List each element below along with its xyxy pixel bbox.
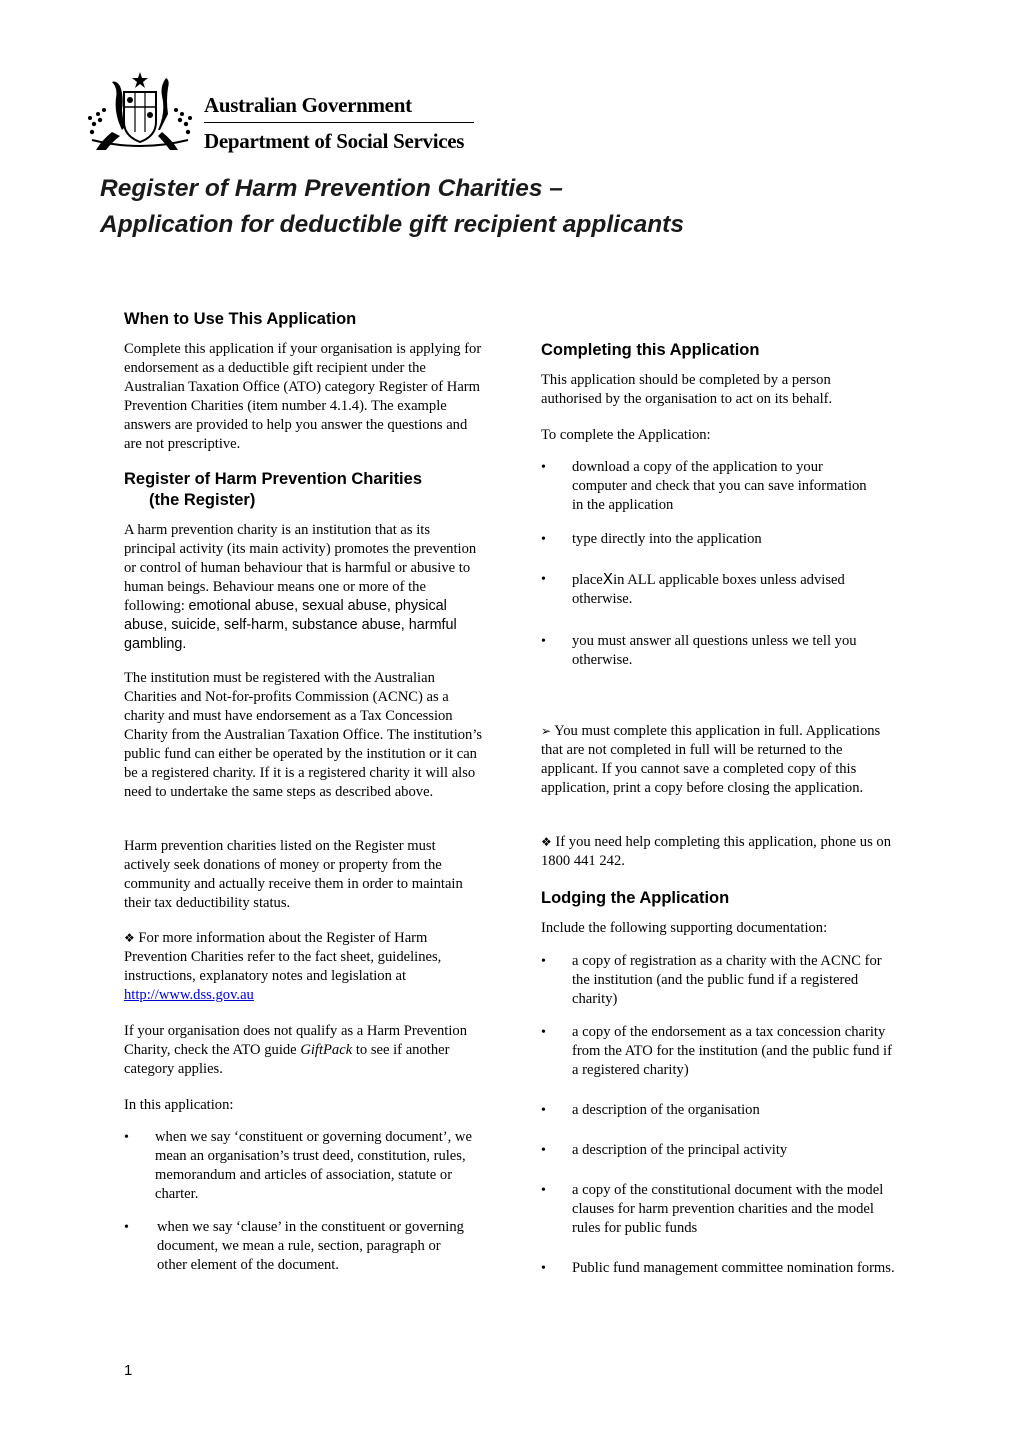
government-name: Australian Government	[204, 93, 412, 117]
help-text: If you need help completing this application, phone us on 1800 441 242.	[541, 834, 892, 869]
list-item-text: a description of the organisation	[572, 1102, 760, 1118]
department-name: Department of Social Services	[204, 129, 465, 153]
list-item	[541, 458, 901, 518]
not-qualify-text-end: to see if another category applies.	[124, 1042, 450, 1077]
harm-prevention-paragraph	[124, 521, 484, 654]
bullet-icon: •	[124, 1220, 129, 1235]
x-mark-icon: X	[602, 570, 614, 588]
bullet-icon: •	[541, 572, 546, 587]
list-item	[541, 1259, 901, 1303]
list-item-text: you must answer all questions unless we tell you otherwise.	[572, 633, 857, 668]
arrow-bullet-icon: ➢	[541, 724, 552, 738]
in-this-application-label: In this application:	[124, 1097, 234, 1113]
bullet-icon: •	[541, 1261, 546, 1276]
diamond-bullet-icon: ❖	[541, 835, 552, 849]
register-heading-line-1: Register of Harm Prevention Charities	[124, 470, 422, 488]
list-item	[541, 530, 901, 552]
bullet-icon: •	[541, 954, 546, 969]
not-qualify-paragraph	[124, 1022, 484, 1079]
listed-charities-paragraph: Harm prevention charities listed on the Register must actively seek donations of money or property from the community and actually receive them in order to maintain their tax deductibility status.	[124, 838, 463, 911]
to-complete-label: To complete the Application:	[541, 427, 711, 443]
list-item-text: when we say ‘clause’ in the constituent or governing document, we mean a rule, section, paragraph or other element of the document.	[157, 1219, 464, 1273]
list-item-text: download a copy of the application to your computer and check that you can save information in the application	[572, 459, 867, 513]
applicable-boxes-text: in ALL applicable boxes unless advised otherwise.	[572, 572, 845, 607]
page-title-line-1: Register of Harm Prevention Charities –	[100, 175, 563, 202]
list-item-text: type directly into the application	[572, 531, 762, 547]
list-item	[541, 570, 901, 614]
bullet-icon: •	[541, 1183, 546, 1198]
list-item	[124, 1218, 484, 1278]
list-item-text: a copy of registration as a charity with the ACNC for the institution (and the public fund if a registered charity)	[572, 953, 882, 1007]
not-qualify-text: If your organisation does not qualify as a Harm Prevention Charity, check the ATO guide	[124, 1023, 468, 1058]
bullet-icon: •	[541, 1103, 546, 1118]
must-complete-text: You must complete this application in full. Applications that are not completed in full will be returned to the applicant. If you cannot save a completed copy of this application, print a copy before closing the application.	[541, 723, 881, 796]
page-number: 1	[124, 1362, 133, 1379]
dss-website-link[interactable]: http://www.dss.gov.au	[124, 987, 254, 1003]
institution-paragraph: The institution must be registered with the Australian Charities and Not-for-profits Commission (ACNC) as a charity and must have endorsement as a Tax Concession Charity from the Australian Taxation Office. The institution’s public fund can either be operated by the institution or it can be a registered charity. If it is a registered charity it will also need to undertake the same steps as described above.	[124, 670, 483, 800]
harm-prevention-text: A harm prevention charity is an institution that as its principal activity (its main activity) promotes the prevention or control of human behaviour that is harmful or abusive to human beings. Behaviour means one or more of the following:	[124, 522, 477, 614]
completing-paragraph: This application should be completed by a person authorised by the organisation to act on its behalf.	[541, 372, 833, 407]
list-item	[541, 952, 901, 1012]
bullet-icon: •	[541, 460, 546, 475]
list-item	[541, 632, 901, 676]
coat-of-arms-logo	[86, 70, 194, 154]
include-documentation-label: Include the following supporting documentation:	[541, 920, 828, 936]
bullet-icon: •	[541, 634, 546, 649]
completing-heading: Completing this Application	[541, 341, 760, 359]
list-item	[541, 1141, 901, 1163]
place-text: place	[572, 572, 603, 588]
must-complete-paragraph	[541, 722, 891, 798]
register-heading-line-2: (the Register)	[149, 491, 256, 509]
lodging-heading: Lodging the Application	[541, 889, 730, 907]
list-item-text: a copy of the endorsement as a tax concession charity from the ATO for the institution (and the public fund if a registered charity)	[572, 1024, 892, 1078]
list-item-text: a description of the principal activity	[572, 1142, 788, 1158]
giftpack-title: GiftPack	[300, 1042, 353, 1058]
when-to-use-paragraph: Complete this application if your organisation is applying for endorsement as a deductible gift recipient under the Australian Taxation Office (ATO) category Register of Harm Prevention Charities (item number 4.1.4). The example answers are provided to help you answer the questions and are not prescriptive.	[124, 341, 482, 452]
register-heading	[124, 469, 494, 511]
behaviour-list-text: emotional abuse, sexual abuse, physical abuse, suicide, self-harm, substance abuse, harmful gambling.	[124, 598, 457, 652]
list-item	[541, 1181, 901, 1241]
list-item-text	[572, 570, 902, 609]
more-info-paragraph	[124, 929, 484, 1005]
bullet-icon: •	[124, 1130, 129, 1145]
list-item-text: Public fund management committee nomination forms.	[572, 1260, 895, 1276]
bullet-icon: •	[541, 1025, 546, 1040]
more-info-text: For more information about the Register of Harm Prevention Charities refer to the fact sheet, guidelines, instructions, explanatory notes and legislation at	[124, 930, 442, 984]
list-item	[541, 1023, 901, 1083]
list-item-text: when we say ‘constituent or governing document’, we mean an organisation’s trust deed, constitution, rules, memorandum and articles of association, statute or charter.	[155, 1129, 472, 1202]
header-divider	[204, 122, 474, 123]
bullet-icon: •	[541, 1143, 546, 1158]
diamond-bullet-icon: ❖	[124, 931, 135, 945]
list-item-text: a copy of the constitutional document with the model clauses for harm prevention charities and the model rules for public funds	[572, 1182, 884, 1236]
list-item	[541, 1101, 901, 1123]
help-paragraph	[541, 833, 901, 871]
page-title-line-2: Application for deductible gift recipient applicants	[100, 211, 684, 238]
when-to-use-heading: When to Use This Application	[124, 310, 357, 328]
list-item	[124, 1128, 484, 1208]
bullet-icon: •	[541, 532, 546, 547]
